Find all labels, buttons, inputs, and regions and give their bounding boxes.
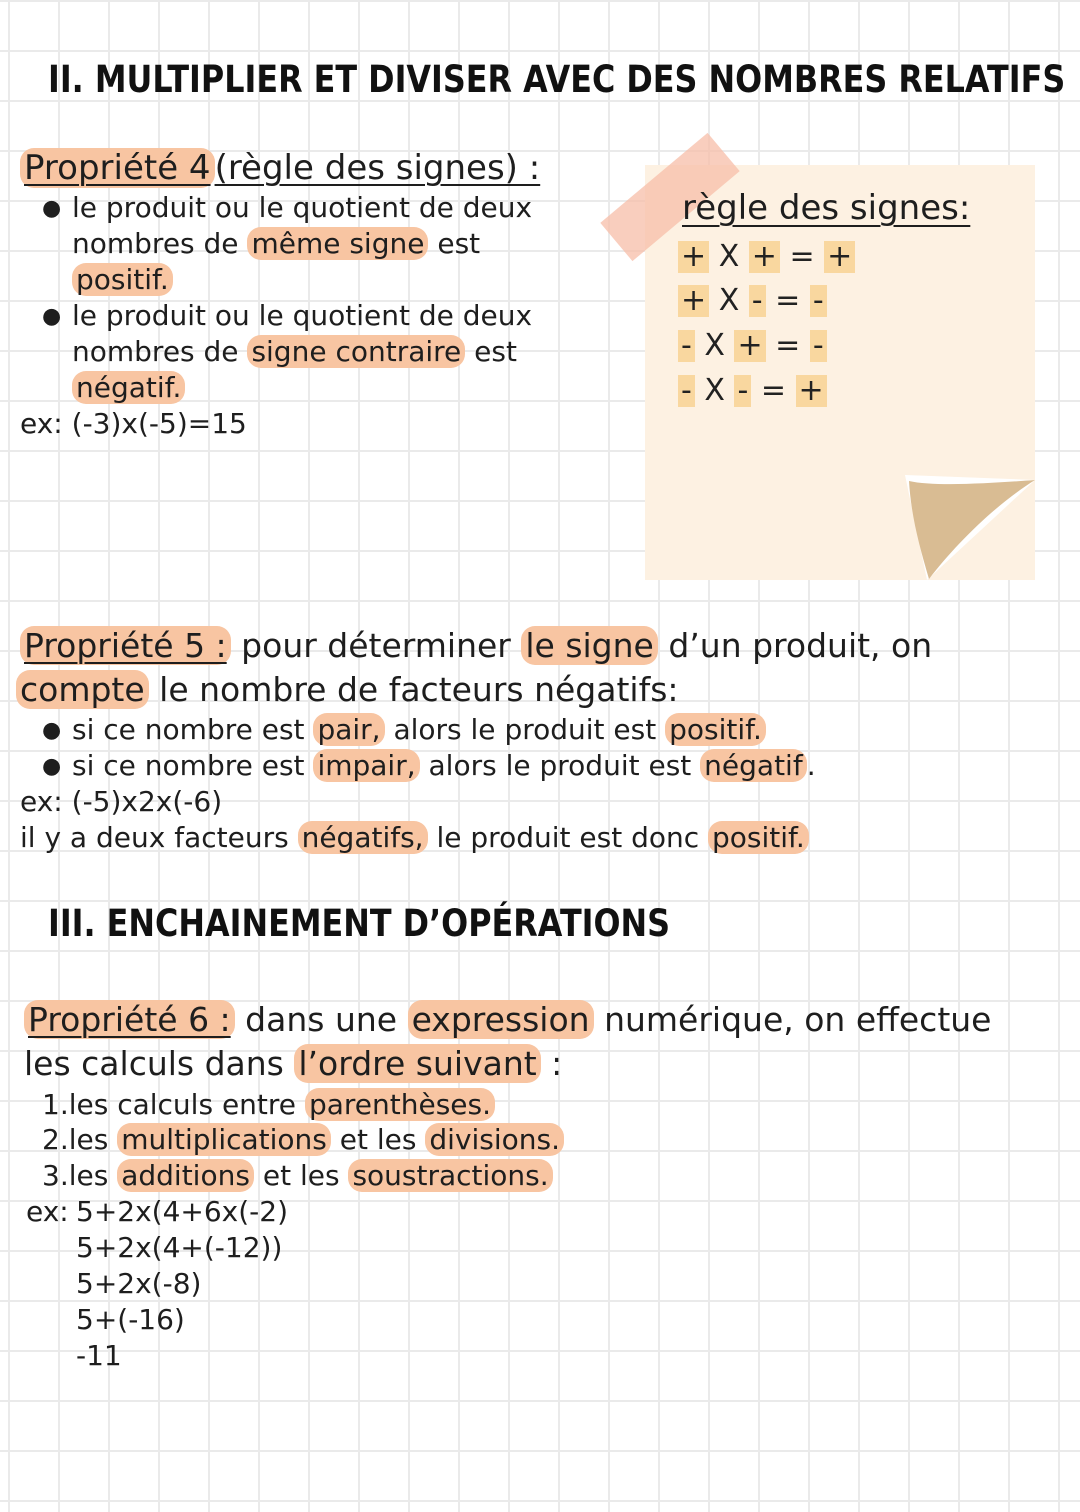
highlight: le signe [521, 626, 658, 665]
bullet-icon: ● [42, 718, 62, 743]
sign-symbol: - [810, 285, 827, 317]
sticky-note-title: règle des signes: [682, 188, 971, 228]
sign-symbol: - [734, 375, 751, 407]
calc-step: 5+2x(-8) [76, 1267, 202, 1300]
property-5-example: ex: (-5)x2x(-6) [20, 785, 223, 818]
section-title-3: III. ENCHAINEMENT D’OPÉRATIONS [48, 902, 671, 945]
highlight: divisions. [425, 1123, 564, 1156]
highlight: pair, [313, 713, 384, 746]
sign-symbol: + [796, 375, 827, 407]
highlight: compte [16, 670, 149, 709]
highlight: additions [117, 1159, 254, 1192]
section-title-2: II. MULTIPLIER ET DIVISER AVEC DES NOMBRES RELATIFS [48, 58, 1066, 101]
highlight: signe contraire [247, 335, 465, 368]
property-6-line: les calculs dans l’ordre suivant : [24, 1044, 563, 1083]
highlight: positif. [708, 821, 809, 854]
sign-symbol: - [678, 330, 695, 362]
property-5-bullet: si ce nombre est pair, alors le produit est positif. [72, 712, 766, 748]
property-6-label: Propriété 6 : [24, 1000, 235, 1039]
sign-symbol: + [734, 330, 765, 362]
property-5-explanation: il y a deux facteurs négatifs, le produit est donc positif. [20, 820, 809, 856]
highlight: multiplications [117, 1123, 331, 1156]
sign-symbol: + [678, 285, 709, 317]
property-4-line: nombres de signe contraire est [72, 335, 517, 368]
sign-symbol: + [824, 241, 855, 273]
sign-rule-row: - X + = - [678, 330, 827, 362]
property-4-label: Propriété 4 [20, 148, 215, 188]
sign-rule-row: + X + = + [678, 241, 855, 273]
highlight: soustractions. [348, 1159, 552, 1192]
highlight: parenthèses. [305, 1088, 495, 1121]
calc-step: -11 [76, 1339, 122, 1372]
order-step-2: 2.les multiplications et les divisions. [42, 1122, 564, 1158]
property-4-line: le produit ou le quotient de deux [72, 191, 533, 224]
property-4-line: nombres de même signe est [72, 227, 481, 260]
highlight: négatif. [72, 371, 185, 404]
sign-symbol: - [678, 375, 695, 407]
bullet-icon: ● [42, 196, 62, 221]
property-5-line: Propriété 5 : pour déterminer le signe d’un produit, on [20, 624, 932, 668]
highlight: expression [408, 1000, 594, 1039]
bullet-icon: ● [42, 754, 62, 779]
sign-symbol: - [749, 285, 766, 317]
property-4-subtitle: (règle des signes) : [214, 148, 541, 188]
sign-rule-row: + X - = - [678, 285, 827, 317]
highlight: négatifs, [298, 821, 428, 854]
calc-step: 5+2x(4+6x(-2) [76, 1195, 289, 1228]
highlight: l’ordre suivant [294, 1044, 540, 1083]
property-4-line [72, 262, 173, 298]
property-4-heading [20, 146, 540, 190]
highlight: positif. [72, 263, 173, 296]
example-label: ex: [26, 1195, 69, 1228]
property-4-line [72, 370, 185, 406]
property-6-line: Propriété 6 : dans une expression numérique, on effectue [24, 998, 991, 1042]
page-curl-icon [905, 475, 1040, 585]
highlight: même signe [247, 227, 428, 260]
calc-step: 5+2x(4+(-12)) [76, 1231, 283, 1264]
highlight: impair, [313, 749, 419, 782]
calc-step: 5+(-16) [76, 1303, 185, 1336]
property-5-line: compte le nombre de facteurs négatifs: [16, 668, 679, 712]
sign-symbol: + [678, 241, 709, 273]
highlight: négatif [700, 749, 807, 782]
order-step-3: 3.les additions et les soustractions. [42, 1158, 553, 1194]
bullet-icon: ● [42, 304, 62, 329]
sign-symbol: + [749, 241, 780, 273]
property-4-line: le produit ou le quotient de deux [72, 299, 533, 332]
highlight: positif. [665, 713, 766, 746]
order-step-1: 1.les calculs entre parenthèses. [42, 1087, 495, 1123]
property-5-label: Propriété 5 : [20, 626, 231, 665]
sign-rule-row: - X - = + [678, 375, 827, 407]
property-4-example: ex: (-3)x(-5)=15 [20, 407, 247, 440]
sign-symbol: - [810, 330, 827, 362]
property-5-bullet: si ce nombre est impair, alors le produit est négatif . [72, 749, 816, 782]
